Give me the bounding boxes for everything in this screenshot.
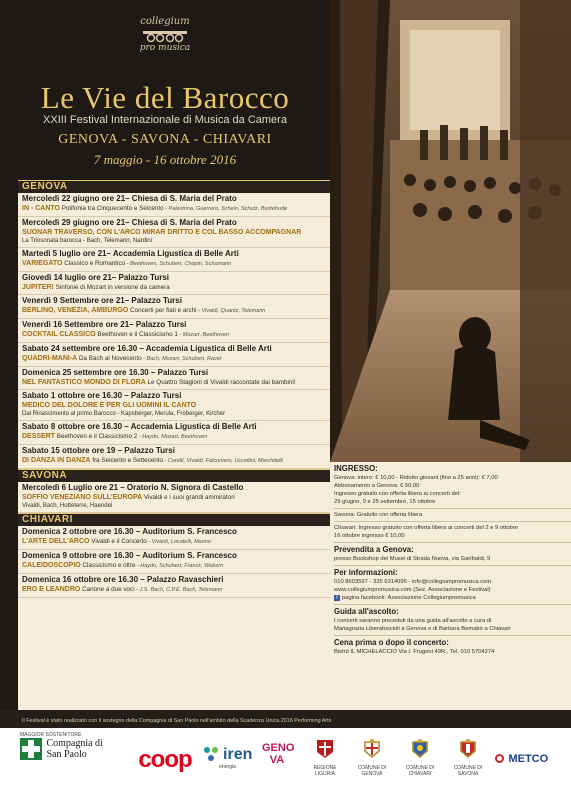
event-desc: Canone a due voci bbox=[80, 586, 135, 593]
event-item bbox=[18, 272, 330, 295]
event-program bbox=[22, 493, 330, 502]
iren-dots-icon bbox=[203, 746, 219, 762]
event-title: DI DANZA IN DANZA bbox=[22, 457, 91, 464]
event-composers: - Palestrina, Guerrero, Schein, Schutz, Buxtehude bbox=[163, 206, 288, 212]
sponsor2-name: coop bbox=[138, 746, 192, 773]
event-title: L'ARTE DELL'ARCO bbox=[22, 538, 90, 545]
sponsor-comune-genova bbox=[352, 738, 392, 778]
sponsor8-name: COMUNE DI SAVONA bbox=[453, 765, 483, 777]
section-header-chiavari: CHIAVARI bbox=[18, 513, 330, 526]
logo-line1: collegium bbox=[140, 16, 190, 27]
event-composers: - Mozart, Beethoven bbox=[177, 332, 229, 338]
festival-cities: GENOVA - SAVONA - CHIAVARI bbox=[58, 132, 272, 147]
event-extra: La Triosonata barocca - Bach, Telemann, Nardini bbox=[22, 238, 152, 244]
event-program bbox=[22, 306, 330, 316]
event-program bbox=[22, 456, 330, 466]
event-item bbox=[18, 193, 330, 217]
event-program bbox=[22, 259, 330, 269]
guide-info bbox=[334, 605, 571, 636]
sponsor-genova bbox=[260, 742, 294, 782]
event-title: JUPITER! bbox=[22, 284, 54, 291]
event-item bbox=[18, 421, 330, 445]
event-title: QUADRI-MANI-A bbox=[22, 355, 78, 362]
event-desc: fra Seicento e Settecento bbox=[90, 457, 164, 464]
event-program bbox=[22, 401, 330, 410]
event-composers: - Corelli, Vivaldi, Falconiero, Uccellini, Marchitelli bbox=[163, 458, 283, 464]
event-desc: Vivaldi e i suoi grandi ammiratori bbox=[142, 494, 235, 501]
event-desc: Polifonia tra Cinquecento e Seicento bbox=[59, 205, 164, 212]
event-item bbox=[18, 295, 330, 319]
event-program bbox=[22, 204, 330, 214]
event-heading: Sabato 1 ottobre ore 16.30 – Palazzo Tursi bbox=[22, 391, 182, 400]
sponsor-coop bbox=[135, 746, 195, 786]
ticket-genova: Genova: intero: € 10,00 - Ridotto giovani (fino a 25 anni): € 7,00 bbox=[334, 475, 498, 481]
event-program bbox=[22, 354, 330, 364]
sponsor-comune-savona bbox=[448, 738, 488, 778]
event-program bbox=[22, 378, 330, 387]
event-heading: Venerdì 16 Settembre ore 21– Palazzo Tursi bbox=[22, 320, 187, 329]
info-panel bbox=[330, 462, 571, 710]
section-header-savona: SAVONA bbox=[18, 469, 330, 482]
sponsor5-name: REGIONE LIGURIA bbox=[313, 765, 337, 777]
event-item bbox=[18, 367, 330, 390]
event-heading: Sabato 24 settembre ore 16.30 – Accademia Ligustica di Belle Arti bbox=[22, 344, 272, 353]
festival-subtitle: XXIII Festival Internazionale di Musica da Camera bbox=[43, 114, 287, 126]
concert-schedule bbox=[18, 180, 330, 710]
savona-crest-icon bbox=[457, 738, 479, 760]
event-title: ERO E LEANDRO bbox=[22, 586, 81, 593]
event-title: MEDICO DEL DOLORE È PER GLI UOMINI IL CANTO bbox=[22, 402, 197, 409]
sponsor-bar bbox=[0, 728, 571, 800]
event-title: VARIEGATO bbox=[22, 260, 63, 267]
event-item bbox=[18, 343, 330, 367]
guide-title: Guida all'ascolto: bbox=[334, 607, 399, 616]
event-title: SUONAR TRAVERSO, CON L'ARCO MIRAR DRITTO E COL BASSO ACCOMPAGNAR bbox=[22, 229, 302, 236]
event-extra: Vivaldi, Bach, Hotteterre, Haendel bbox=[22, 503, 113, 509]
event-desc: Beethoven e il Classicismo 1 bbox=[95, 331, 178, 338]
event-composers: - Vivaldi, Locatelli, Marino bbox=[146, 539, 211, 545]
presale-text: presso Bookshop dei Musei di Strada Nuova, via Garibaldi, 9 bbox=[334, 556, 491, 562]
sponsor-iren bbox=[200, 746, 255, 786]
sponsor3-sub: energia bbox=[219, 764, 236, 770]
event-item bbox=[18, 526, 330, 550]
event-title: SOFFIO VENEZIANO SULL'EUROPA bbox=[22, 494, 143, 501]
sponsor-regione bbox=[305, 738, 345, 778]
event-item bbox=[18, 390, 330, 421]
presale-info bbox=[334, 543, 571, 566]
event-program bbox=[22, 228, 330, 237]
logo-mark-icon bbox=[141, 29, 189, 43]
event-program bbox=[22, 432, 330, 442]
event-desc: Le Quattro Stagioni di Vivaldi raccontate dai bambini! bbox=[145, 379, 296, 386]
event-heading: Mercoledì 6 Luglio ore 21 – Oratorio N. Signora di Castello bbox=[22, 483, 244, 492]
contact-facebook[interactable] bbox=[334, 594, 571, 602]
event-item bbox=[18, 574, 330, 598]
event-heading: Martedì 5 luglio ore 21– Accademia Ligustica di Belle Arti bbox=[22, 249, 239, 258]
concert-photo bbox=[330, 0, 571, 462]
funding-note: Il Festival è stato realizzato con il sostegno della Compagnia di San Paolo nell'ambito della Scadenza Unica 2016 Performing Arts bbox=[22, 718, 332, 724]
ticket-free2: 29 giugno, 9 e 25 settembre, 15 ottobre bbox=[334, 499, 436, 505]
event-title: CALEIDOSCOPIO bbox=[22, 562, 81, 569]
event-program bbox=[22, 561, 330, 571]
metco-logo-icon bbox=[495, 754, 504, 763]
dinner-info bbox=[334, 636, 571, 658]
sponsor-comune-chiavari bbox=[400, 738, 440, 778]
event-item bbox=[18, 217, 330, 248]
ticket-subscription: Abbonamento a Genova: € 50,00 bbox=[334, 483, 420, 489]
regione-liguria-emblem-icon bbox=[314, 738, 336, 760]
concert-hall-image bbox=[330, 0, 571, 462]
event-heading: Domenica 25 settembre ore 16.30 – Palazzo Tursi bbox=[22, 368, 209, 377]
contact-info bbox=[334, 566, 571, 605]
sponsor-metco bbox=[495, 750, 555, 790]
sponsor-compagnia bbox=[20, 732, 130, 772]
facebook-icon: f bbox=[334, 595, 340, 601]
contact-title: Per informazioni: bbox=[334, 568, 398, 577]
sponsor-caption: MAGGIOR SOSTENITORE bbox=[20, 732, 82, 738]
poster-header bbox=[0, 0, 330, 180]
ticket-savona bbox=[334, 509, 571, 522]
guide-text2: Mariagrazia Liberatoscioli a Genova e di Barbara Bemabò a Chiavari bbox=[334, 626, 511, 632]
event-heading: Venerdì 9 Settembre ore 21– Palazzo Tursi bbox=[22, 296, 182, 305]
event-heading: Mercoledì 29 giugno ore 21– Chiesa di S. Maria del Prato bbox=[22, 218, 237, 227]
festival-dates: 7 maggio - 16 ottobre 2016 bbox=[93, 152, 237, 167]
guide-text1: I concerti saranno preceduti da una guida all'ascolto a cura di bbox=[334, 618, 492, 624]
event-desc: Concerti per fiati e archi bbox=[128, 307, 197, 314]
event-heading: Domenica 2 ottobre ore 16.30 – Auditorium S. Francesco bbox=[22, 527, 237, 536]
sponsor3-name: iren bbox=[223, 746, 253, 763]
event-program bbox=[22, 537, 330, 547]
collegium-logo bbox=[0, 16, 330, 53]
event-composers: - Bach, Mozart, Schubert, Ravel bbox=[141, 356, 222, 362]
event-heading: Sabato 15 ottobre ore 19 – Palazzo Tursi bbox=[22, 446, 175, 455]
sponsor4-name: GENO VA bbox=[262, 742, 295, 766]
sponsor7-name: COMUNE DI CHIAVARI bbox=[405, 765, 435, 777]
dinner-text: Bistrò IL MICHELACCIO Via I. Frugoni 49R., Tel. 010 5704274 bbox=[334, 649, 495, 655]
event-item bbox=[18, 482, 330, 513]
event-title: COCKTAIL CLASSICO bbox=[22, 331, 96, 338]
event-item bbox=[18, 248, 330, 272]
event-desc: Classico e Romantico bbox=[62, 260, 126, 267]
ticket-info bbox=[334, 462, 571, 509]
festival-title: Le Vie del Barocco bbox=[40, 80, 290, 115]
ticket-chiavari bbox=[334, 522, 571, 543]
chiavari-crest-icon bbox=[409, 738, 431, 760]
event-program bbox=[22, 585, 330, 595]
event-item bbox=[18, 550, 330, 574]
event-desc: Sinfonie di Mozart in versione da camera bbox=[53, 284, 170, 291]
section-header-genova: GENOVA bbox=[18, 180, 330, 193]
event-heading: Domenica 16 ottobre ore 16.30 – Palazzo Ravaschieri bbox=[22, 575, 224, 584]
event-heading: Sabato 8 ottobre ore 16.30 – Accademia Ligustica di Belle Arti bbox=[22, 422, 257, 431]
contact-website[interactable]: www.collegiumpromusica.com (Sez. Associazione e Festival) bbox=[334, 587, 491, 593]
logo-line2: pro musica bbox=[139, 43, 191, 53]
contact-phone-email[interactable]: 010 8603597 - 335 6314095 - info@collegiumpromusica.com bbox=[334, 579, 492, 585]
event-composers: - Haydn, Mozart, Beethoven bbox=[137, 434, 208, 440]
event-composers: - Vivaldi, Quantz, Telemann bbox=[196, 308, 266, 314]
event-desc: Classicismo e oltre bbox=[80, 562, 136, 569]
sponsor1-name: Compagnia di San Paolo bbox=[46, 738, 103, 760]
event-title: IN - CANTO bbox=[22, 205, 60, 212]
event-program bbox=[22, 330, 330, 340]
event-composers: - Haydn, Schubert, Franck, Webern bbox=[135, 563, 224, 569]
event-item bbox=[18, 445, 330, 469]
event-title: NEL FANTASTICO MONDO DI FLORA bbox=[22, 379, 146, 386]
event-desc: Vivaldi e il Concerto bbox=[89, 538, 147, 545]
ticket-chiavari-text2: 16 ottobre ingresso € 10,00 bbox=[334, 533, 405, 539]
compagnia-cross-icon bbox=[20, 738, 42, 760]
event-item bbox=[18, 319, 330, 343]
event-heading: Domenica 9 ottobre ore 16.30 – Auditorium S. Francesco bbox=[22, 551, 237, 560]
facebook-text: pagina facebook: Associazione Collegiumpromusica bbox=[342, 595, 476, 601]
ticket-chiavari-text1: Chiavari: Ingresso gratuito con offerta libera ai concerti del 2 e 9 ottobre bbox=[334, 525, 518, 531]
ticket-savona-text: Savona: Gratuito con offerta libera bbox=[334, 512, 423, 518]
sponsor9-name: METCO bbox=[508, 752, 549, 765]
event-extra: Dal Rinascimento al primo Barocco - Kapsberger, Merula, Froberger, Kircher bbox=[22, 411, 226, 417]
event-heading: Mercoledì 22 giugno ore 21– Chiesa di S. Maria del Prato bbox=[22, 194, 237, 203]
event-desc: Da Bach al Novecento bbox=[77, 355, 142, 362]
event-heading: Giovedì 14 luglio ore 21– Palazzo Tursi bbox=[22, 273, 170, 282]
event-title: DESSERT bbox=[22, 433, 56, 440]
presale-title: Prevendita a Genova: bbox=[334, 545, 414, 554]
sponsor6-name: COMUNE DI GENOVA bbox=[357, 765, 387, 777]
ticket-free1: Ingresso gratuito con offerta libera ai concerti del: bbox=[334, 491, 461, 497]
event-composers: - Beethoven, Schubert, Chopin, Schumann bbox=[125, 261, 232, 267]
genova-crest-icon bbox=[361, 738, 383, 760]
event-title: BERLINO, VENEZIA, AMBURGO bbox=[22, 307, 129, 314]
event-composers: - J.S. Bach, C.P.E. Bach, Telemann bbox=[134, 587, 223, 593]
ticket-title: INGRESSO: bbox=[334, 464, 378, 473]
event-desc: Beethoven e il Classicismo 2 bbox=[55, 433, 138, 440]
event-program bbox=[22, 283, 330, 292]
dinner-title: Cena prima o dopo il concerto: bbox=[334, 638, 449, 647]
